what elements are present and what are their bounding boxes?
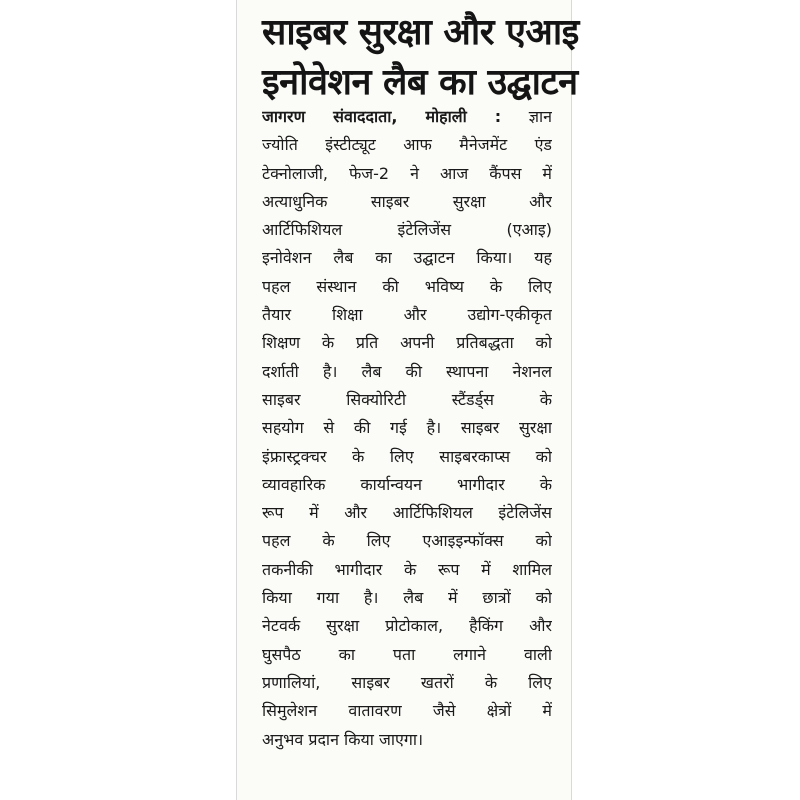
body-line: किया गया है। लैब में छात्रों को [262, 588, 552, 608]
body-line: इंफ्रास्ट्रक्चर के लिए साइबरकाप्स को [262, 446, 552, 466]
body-line: प्रणालियां, साइबर खतरों के लिए [262, 672, 552, 692]
body-line: सहयोग से की गई है। साइबर सुरक्षा [262, 418, 552, 438]
body-line: ज्योति इंस्टीट्यूट आफ मैनेजमेंट एंड [262, 135, 552, 155]
body-line: आर्टिफिशियल इंटेलिजेंस (एआइ) [262, 220, 552, 240]
body-line: तैयार शिक्षा और उद्योग-एकीकृत [262, 305, 552, 325]
body-line: पहल संस्थान की भविष्य के लिए [262, 276, 552, 296]
body-line-last: अनुभव प्रदान किया जाएगा। [262, 729, 424, 749]
headline [262, 8, 579, 108]
body-line: साइबर सिक्योरिटी स्टैंडर्ड्स के [262, 389, 552, 409]
body-first-line-rest: ज्ञान [528, 107, 552, 126]
body-line: घुसपैठ का पता लगाने वाली [262, 644, 552, 664]
dateline: जागरण संवाददाता, मोहाली : [262, 107, 502, 126]
body-line-first [262, 103, 552, 131]
body-line: सिमुलेशन वातावरण जैसे क्षेत्रों में [262, 701, 552, 721]
body-line: टेक्नोलाजी, फेज-2 ने आज कैंपस में [262, 163, 552, 183]
body-line: नेटवर्क सुरक्षा प्रोटोकाल, हैकिंग और [262, 616, 552, 636]
body-line: तकनीकी भागीदार के रूप में शामिल [262, 559, 552, 579]
body-line: इनोवेशन लैब का उद्घाटन किया। यह [262, 248, 552, 268]
body-line: व्यावहारिक कार्यान्वयन भागीदार के [262, 474, 552, 494]
article-body [262, 103, 552, 754]
body-line: दर्शाती है। लैब की स्थापना नेशनल [262, 361, 552, 381]
body-line: रूप में और आर्टिफिशियल इंटेलिजेंस [262, 503, 552, 523]
body-line: पहल के लिए एआइइन्फॉक्स को [262, 531, 552, 551]
body-line: अत्याधुनिक साइबर सुरक्षा और [262, 191, 552, 211]
headline-line-2: इनोवेशन लैब का उद्घाटन [262, 62, 578, 103]
headline-line-1: साइबर सुरक्षा और एआइ [262, 12, 579, 53]
body-line: शिक्षण के प्रति अपनी प्रतिबद्धता को [262, 333, 552, 353]
